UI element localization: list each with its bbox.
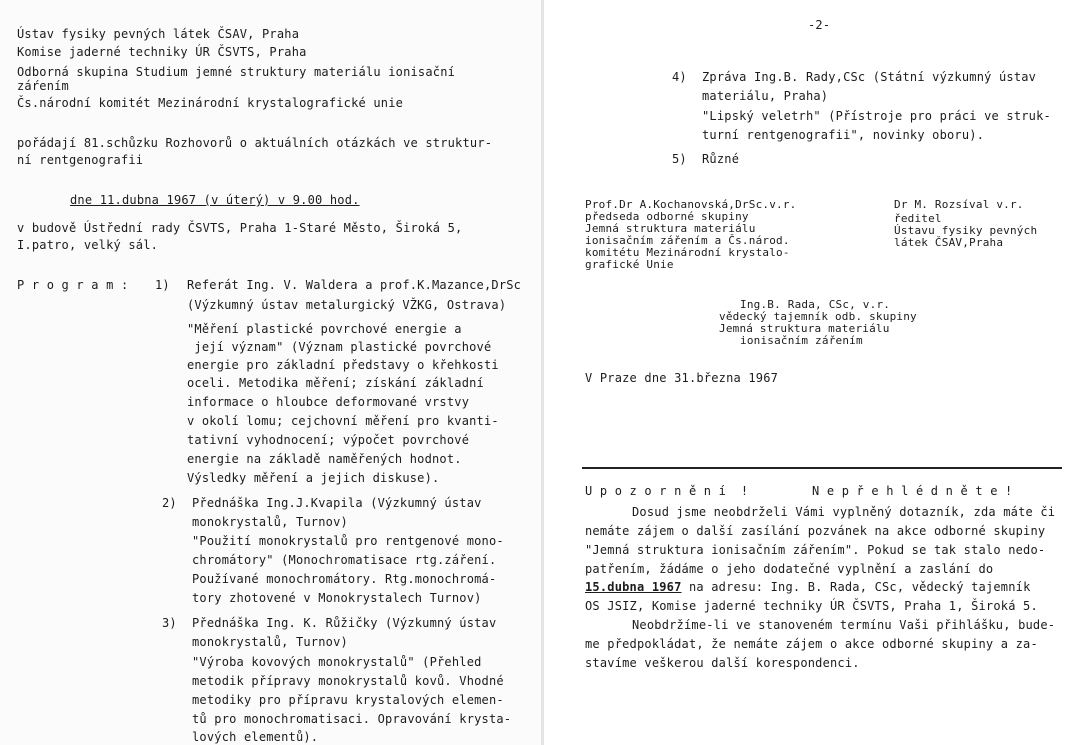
divider-line — [582, 467, 1062, 469]
signature-line: grafické Unie — [585, 258, 674, 271]
program-item-line: metodik přípravy monokrystalů kovů. Vhodné — [192, 674, 504, 688]
notice-line: patřením, žádáme o jeho dodatečné vyplnění a zaslání do — [585, 562, 994, 576]
program-item-line: "Lipský veletrh" (Přístroje pro práci ve struk- — [702, 109, 1051, 123]
program-item-number: 1) — [155, 278, 170, 292]
page-number: -2- — [808, 18, 831, 32]
notice-line — [585, 580, 1031, 595]
signature-line: Ing.B. Rada, CSc, v.r. — [740, 298, 891, 311]
notice-heading-left: U p o z o r n ě n í ! — [585, 484, 749, 498]
notice-line: Neobdržíme-li ve stanoveném termínu Vaši přihlášku, bude- — [632, 618, 1056, 632]
program-item-line: metodiky pro přípravu krystalových elemen- — [192, 693, 504, 707]
signature-line: ionisačním zářením a Čs.národ. — [585, 234, 790, 247]
notice-line: me předpokládat, že nemáte zájem o akce odborné skupiny a za- — [585, 637, 1038, 651]
notice-heading-right: N e p ř e h l é d n ě t e ! — [812, 484, 1013, 498]
program-item-line: oceli. Metodika měření; získání základní — [187, 376, 484, 390]
signature-line: Prof.Dr A.Kochanovská,DrSc.v.r. — [585, 198, 797, 211]
notice-line: "Jemná struktura ionisačním zářením". Pokud se tak stalo nedo- — [585, 543, 1046, 557]
program-item-line: "Měření plastické povrchové energie a — [187, 322, 462, 336]
program-item-line: informace o hloubce deformované vrstvy — [187, 395, 470, 409]
program-item-line: (Výzkumný ústav metalurgický VŽKG, Ostrava) — [187, 298, 507, 312]
program-item-line: tů pro monochromatisaci. Opravování krysta- — [192, 712, 512, 726]
program-item-number: 5) — [672, 152, 687, 166]
program-item-line: turní rentgenografii", novinky oboru). — [702, 128, 985, 142]
program-item-line: Zpráva Ing.B. Rady,CSc (Státní výzkumný ústav — [702, 70, 1037, 84]
signature-line: předseda odborné skupiny — [585, 210, 749, 223]
signature-line: ionisačním zářením — [740, 334, 863, 347]
venue-line: I.patro, velký sál. — [17, 238, 159, 252]
program-item-line: Přednáška Ing.J.Kvapila (Výzkumný ústav — [192, 496, 482, 510]
signature-line: Jemná struktura materiálu — [719, 322, 890, 335]
place-date: V Praze dne 31.března 1967 — [585, 371, 779, 385]
notice-line-rest: na adresu: Ing. B. Rada, CSc, vědecký tajemník — [681, 580, 1031, 594]
meeting-date: dne 11.dubna 1967 (v úterý) v 9.00 hod. — [70, 193, 360, 207]
program-item-line: tativní vyhodnocení; výpočet povrchové — [187, 433, 470, 447]
notice-line: Dosud jsme neobdrželi Vámi vyplněný dotazník, zda máte či — [632, 505, 1056, 519]
program-item-line: Referát Ing. V. Waldera a prof.K.Mazance,DrSc — [187, 278, 522, 292]
program-item-line: tory zhotovené v Monokrystalech Turnov) — [192, 591, 482, 605]
program-item-line: "Výroba kovových monokrystalů" (Přehled — [192, 655, 482, 669]
program-item-line: monokrystalů, Turnov) — [192, 515, 348, 529]
header-line: Ústav fysiky pevných látek ČSAV, Praha — [17, 27, 300, 41]
program-item-line: lových elementů). — [192, 730, 319, 744]
deadline-date: 15.dubna 1967 — [585, 580, 682, 594]
document-page-right — [544, 0, 1076, 745]
signature-line: Dr M. Rozsíval v.r. — [894, 198, 1024, 211]
signature-line: vědecký tajemník odb. skupiny — [719, 310, 917, 323]
intro-line: pořádají 81.schůzku Rozhovorů o aktuálních otázkách ve struktur- — [17, 136, 493, 150]
program-item-number: 2) — [162, 496, 177, 510]
program-item-line: Výsledky měření a jejich diskuse). — [187, 471, 440, 485]
header-line: Odborná skupina Studium jemné struktury materiálu ionisační — [17, 65, 456, 79]
header-line: Komise jaderné techniky ÚR ČSVTS, Praha — [17, 45, 307, 59]
program-item-line: "Použití monokrystalů pro rentgenové mono- — [192, 534, 504, 548]
program-item-number: 3) — [162, 616, 177, 630]
program-item-line: v okolí lomu; cejchovní měření pro kvanti- — [187, 414, 499, 428]
signature-line: ředitel — [894, 212, 942, 225]
notice-line: OS JSIZ, Komise jaderné techniky ÚR ČSVTS, Praha 1, Široká 5. — [585, 599, 1038, 613]
program-item-line: energie pro základní představy o křehkosti — [187, 358, 499, 372]
notice-line: nemáte zájem o další zasílání pozvánek na akce odborné skupiny — [585, 524, 1046, 538]
signature-line: Ústavu fysiky pevných — [894, 224, 1038, 237]
signature-line: Jemná struktura materiálu — [585, 222, 756, 235]
program-label: P r o g r a m : — [17, 278, 129, 292]
program-item-line: energie na základě naměřených hodnot. — [187, 452, 462, 466]
program-item-line: materiálu, Praha) — [702, 89, 829, 103]
program-item-line: Různé — [702, 152, 740, 166]
signature-line: látek ČSAV,Praha — [894, 236, 1004, 249]
signature-line: komitétu Mezinárodní krystalo- — [585, 246, 790, 259]
header-line: záŕením — [17, 79, 69, 93]
program-item-number: 4) — [672, 70, 687, 84]
program-item-line: Přednáška Ing. K. Růžičky (Výzkumný ústav — [192, 616, 497, 630]
program-item-line: Používané monochromátory. Rtg.monochromá- — [192, 572, 497, 586]
program-item-line: chromátory" (Monochromatisace rtg.záření. — [192, 553, 497, 567]
program-item-line: její význam" (Význam plastické povrchové — [187, 340, 492, 354]
notice-line: stavíme veškerou další korespondenci. — [585, 656, 860, 670]
header-line: Čs.národní komitét Mezinárodní krystalografické unie — [17, 96, 404, 110]
intro-line: ní rentgenografii — [17, 153, 144, 167]
program-item-line: monokrystalů, Turnov) — [192, 635, 348, 649]
venue-line: v budově Ústřední rady ČSVTS, Praha 1-Staré Město, Široká 5, — [17, 221, 463, 235]
